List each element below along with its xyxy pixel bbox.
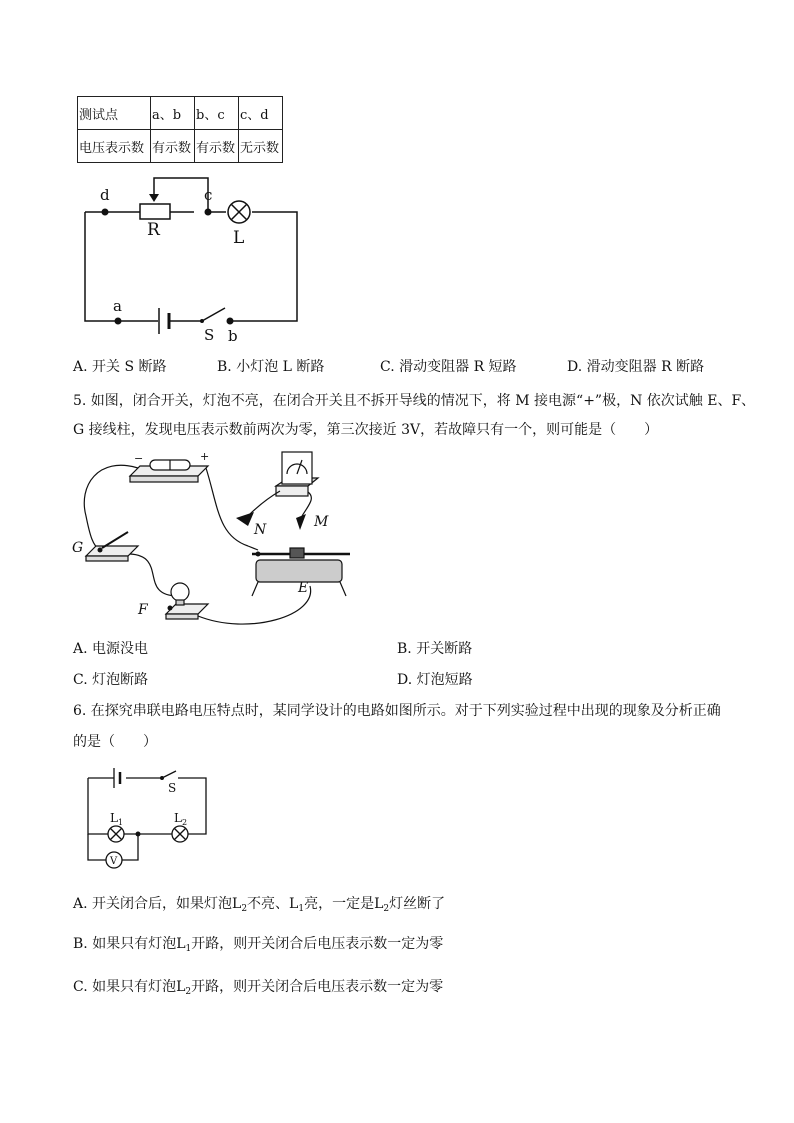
wire-e-end — [248, 546, 258, 550]
option-b[interactable] — [73, 934, 443, 954]
option-a[interactable]: A. 电源没电 — [73, 641, 149, 657]
option-text: C. 如果只有灯泡L — [73, 979, 186, 995]
label-a: a — [113, 297, 122, 315]
lamp-socket — [176, 600, 184, 605]
option-text: A. 开关闭合后，如果灯泡L — [73, 896, 242, 912]
label-R: R — [147, 220, 160, 240]
wire-n — [248, 491, 280, 516]
switch-pivot — [200, 319, 204, 323]
option-c[interactable]: C. 灯泡断路 — [73, 672, 149, 688]
label-plus: + — [200, 450, 210, 463]
subscript: 1 — [298, 904, 305, 914]
label-F: F — [138, 602, 148, 618]
circuit-diagram-1 — [70, 168, 310, 348]
terminal-e — [256, 552, 261, 557]
table-cell: c、d — [239, 97, 283, 130]
test-point-table — [77, 96, 283, 163]
option-c[interactable]: C. 滑动变阻器 R 短路 — [380, 359, 517, 375]
option-text: 开路，则开关闭合后电压表示数一定为零 — [191, 936, 444, 952]
option-d[interactable]: D. 滑动变阻器 R 断路 — [567, 359, 705, 375]
slider-arrow — [149, 194, 159, 202]
voltmeter-body — [282, 452, 312, 484]
question-6-line-2: 的是（ ） — [73, 734, 157, 750]
label-d: d — [100, 186, 110, 204]
slider-wire — [154, 178, 208, 212]
label-N: N — [254, 522, 267, 538]
lamp-board-edge — [166, 614, 198, 619]
table-cell: 无示数 — [239, 130, 283, 163]
clip-m — [296, 514, 306, 530]
lamp-board — [166, 604, 208, 614]
rheostat-slider — [290, 548, 304, 558]
switch-board-edge — [86, 556, 128, 561]
question-5-line-1: 5. 如图，闭合开关，灯泡不亮，在闭合开关且不拆开导线的情况下，将 M 接电源“+”极，N 依次试触 E、F、 — [73, 393, 756, 409]
terminal-a — [115, 318, 122, 325]
subscript: 1 — [185, 944, 192, 954]
terminal-b — [227, 318, 234, 325]
label-M: M — [314, 514, 329, 530]
option-d[interactable]: D. 灯泡短路 — [397, 672, 473, 688]
terminal-g — [98, 548, 103, 553]
switch-blade — [202, 308, 225, 321]
option-b[interactable]: B. 小灯泡 L 断路 — [217, 359, 325, 375]
option-text: 灯丝断了 — [389, 896, 446, 912]
label-L: L — [233, 228, 245, 248]
series-circuit-figure — [80, 764, 215, 872]
table-row — [78, 130, 283, 163]
terminal-d — [102, 209, 109, 216]
table-cell: b、c — [195, 97, 239, 130]
option-a[interactable] — [73, 894, 445, 914]
subscript: 2 — [383, 904, 390, 914]
switch-pivot — [160, 776, 164, 780]
label-G: G — [72, 540, 84, 556]
rheostat-coil — [256, 560, 342, 582]
option-text: 亮，一定是L — [304, 896, 384, 912]
table-cell: 测试点 — [78, 97, 151, 130]
label-L2: $L_2$ — [174, 811, 188, 827]
subscript: 2 — [185, 987, 192, 997]
label-S: S — [168, 781, 177, 795]
option-text: B. 如果只有灯泡L — [73, 936, 186, 952]
table-cell: a、b — [151, 97, 195, 130]
label-b: b — [228, 327, 238, 345]
junction-dot — [136, 832, 141, 837]
label-E: E — [298, 580, 309, 596]
table-header-row — [78, 97, 283, 130]
option-a[interactable]: A. 开关 S 断路 — [73, 359, 167, 375]
question-6-line-1: 6. 在探究串联电路电压特点时，某同学设计的电路如图所示。对于下列实验过程中出现的现象及分析正确 — [73, 703, 721, 719]
battery-board-edge — [130, 476, 198, 482]
table-cell: 电压表示数 — [78, 130, 151, 163]
switch-blade — [162, 771, 176, 778]
terminal-c — [205, 209, 212, 216]
terminal-f — [168, 606, 173, 611]
apparatus-figure — [68, 446, 368, 632]
clip-n — [236, 512, 254, 526]
option-text: 不亮、L — [247, 896, 299, 912]
label-L1: $L_1$ — [110, 811, 124, 827]
label-minus: − — [134, 452, 144, 465]
label-c: c — [204, 186, 213, 204]
option-text: 开路，则开关闭合后电压表示数一定为零 — [191, 979, 444, 995]
option-b[interactable]: B. 开关断路 — [397, 641, 473, 657]
label-S: S — [204, 326, 215, 344]
rheostat-symbol — [140, 204, 170, 219]
subscript: 2 — [241, 904, 248, 914]
table-cell: 有示数 — [151, 130, 195, 163]
label-V: V — [110, 856, 118, 867]
circuit-wire — [88, 778, 108, 834]
voltmeter-front — [276, 486, 308, 496]
table-cell: 有示数 — [195, 130, 239, 163]
wire-e — [206, 468, 248, 546]
question-5-line-2: G 接线柱，发现电压表示数前两次为零，第三次接近 3V，若故障只有一个，则可能是（ ） — [73, 422, 659, 438]
switch-board — [86, 546, 138, 556]
option-c[interactable] — [73, 977, 443, 997]
lamp-bulb — [171, 583, 189, 601]
